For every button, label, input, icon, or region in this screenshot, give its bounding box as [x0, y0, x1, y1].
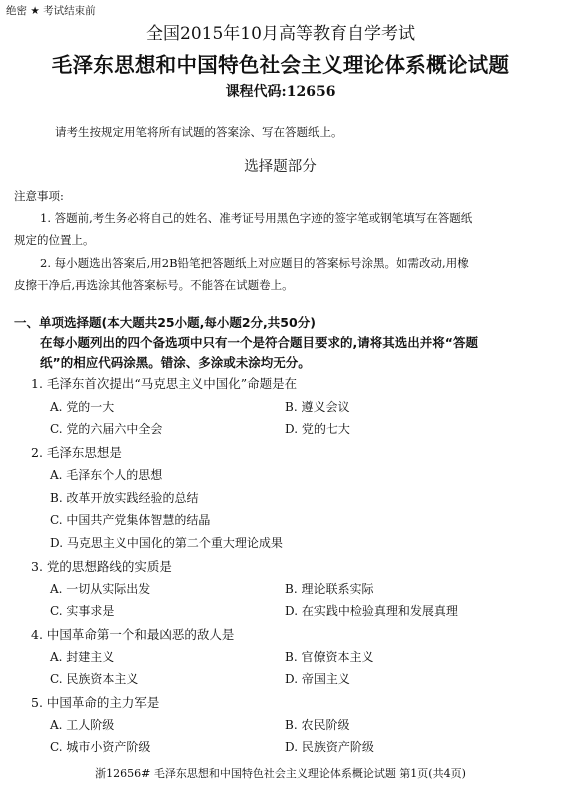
instruction: 请考生按规定用笔将所有试题的答案涂、写在答题纸上。: [55, 125, 343, 139]
question-1-option-a: A. 党的一大: [50, 400, 115, 414]
notes-title: 注意事项:: [14, 189, 64, 203]
question-3-option-c: C. 实事求是: [50, 604, 115, 618]
question-4-option-d: D. 帝国主义: [285, 672, 350, 686]
subject-title: 毛泽东思想和中国特色社会主义理论体系概论试题: [51, 53, 510, 77]
page-footer: 浙12656# 毛泽东思想和中国特色社会主义理论体系概论试题 第1页(共4页): [95, 767, 466, 780]
question-5-stem: 5. 中国革命的主力军是: [31, 695, 160, 710]
question-5-option-c: C. 城市小资产阶级: [50, 740, 151, 754]
exam-title: 全国2015年10月高等教育自学考试: [146, 24, 415, 44]
part1-desc-line-1: 在每小题列出的四个备选项中只有一个是符合题目要求的,请将其选出并将“答题: [40, 335, 478, 350]
question-1-option-d: D. 党的七大: [285, 422, 350, 436]
question-2-option-a: A. 毛泽东个人的思想: [50, 468, 163, 482]
question-4-option-b: B. 官僚资本主义: [285, 650, 374, 664]
course-code: 课程代码:12656: [225, 84, 336, 100]
question-2-option-d: D. 马克思主义中国化的第二个重大理论成果: [50, 536, 283, 550]
secret-mark: 绝密 ★ 考试结束前: [6, 5, 96, 17]
part1-heading: 一、单项选择题(本大题共25小题,每小题2分,共50分): [14, 315, 316, 330]
section-heading: 选择题部分: [244, 159, 317, 175]
note-1-line-1: 1. 答题前,考生务必将自己的姓名、准考证号用黑色字迹的签字笔或钢笔填写在答题纸: [40, 211, 473, 225]
note-1-line-2: 规定的位置上。: [14, 233, 95, 247]
question-5-option-b: B. 农民阶级: [285, 718, 350, 732]
question-4-option-a: A. 封建主义: [50, 650, 115, 664]
question-5-option-a: A. 工人阶级: [50, 718, 115, 732]
question-1-stem: 1. 毛泽东首次提出“马克思主义中国化”命题是在: [31, 376, 298, 391]
question-4-option-c: C. 民族资本主义: [50, 672, 139, 686]
note-2-line-2: 皮擦干净后,再选涂其他答案标号。不能答在试题卷上。: [14, 278, 294, 292]
question-4-stem: 4. 中国革命第一个和最凶恶的敌人是: [31, 627, 235, 642]
question-2-option-c: C. 中国共产党集体智慧的结晶: [50, 513, 211, 527]
question-3-option-d: D. 在实践中检验真理和发展真理: [285, 604, 458, 618]
question-2-option-b: B. 改革开放实践经验的总结: [50, 491, 199, 505]
question-1-option-c: C. 党的六届六中全会: [50, 422, 163, 436]
question-5-option-d: D. 民族资产阶级: [285, 740, 374, 754]
question-1-option-b: B. 遵义会议: [285, 400, 350, 414]
question-3-option-a: A. 一切从实际出发: [50, 582, 151, 596]
part1-desc-line-2: 纸”的相应代码涂黑。错涂、多涂或未涂均无分。: [40, 355, 311, 370]
question-3-option-b: B. 理论联系实际: [285, 582, 374, 596]
question-2-stem: 2. 毛泽东思想是: [31, 445, 122, 460]
question-3-stem: 3. 党的思想路线的实质是: [31, 559, 172, 574]
note-2-line-1: 2. 每小题选出答案后,用2B铅笔把答题纸上对应题目的答案标号涂黑。如需改动,用橡: [40, 256, 469, 270]
